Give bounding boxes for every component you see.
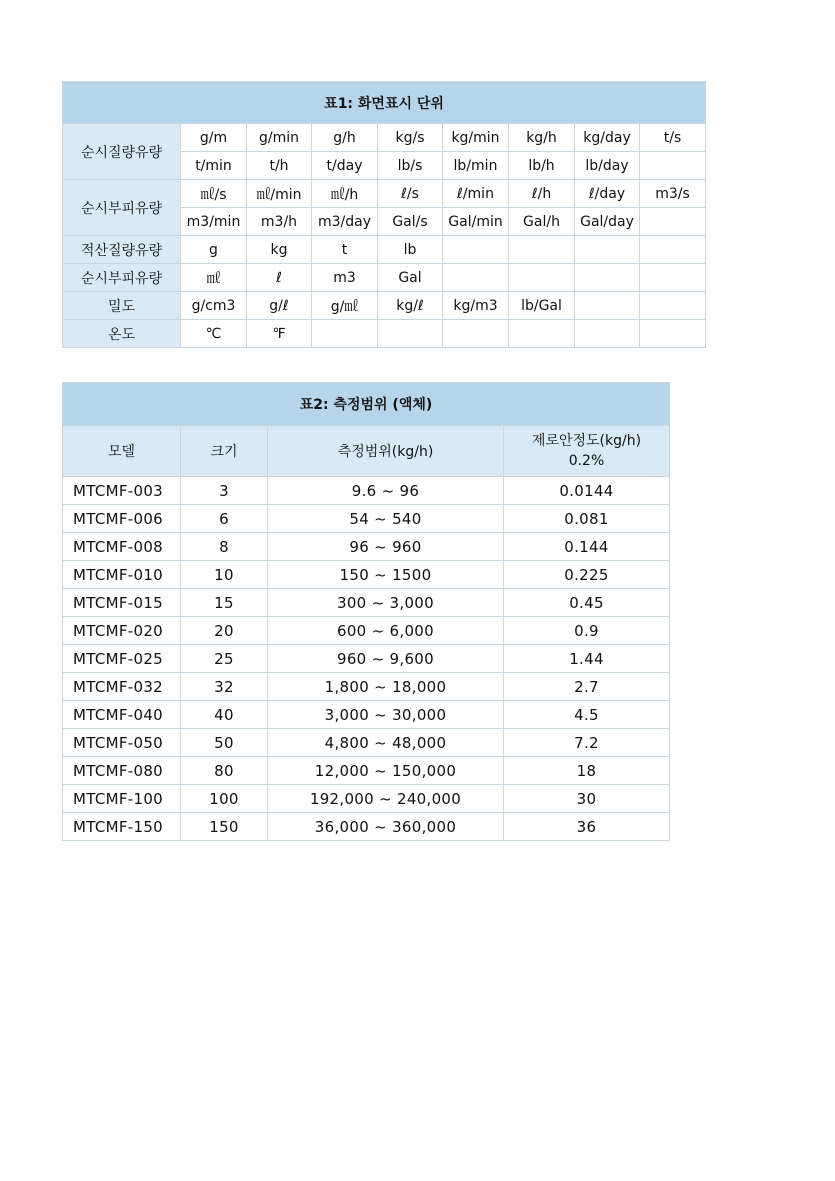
header-size: 크기 [181,426,268,477]
unit-cell: t [312,236,378,264]
cell-size: 8 [181,533,268,561]
cell-size: 100 [181,785,268,813]
cell-size: 40 [181,701,268,729]
cell-size: 3 [181,477,268,505]
unit-cell: g/min [247,124,312,152]
unit-cell [640,236,706,264]
cell-model: MTCMF-015 [63,589,181,617]
unit-cell [312,320,378,348]
cell-zero: 2.7 [504,673,670,701]
cell-zero: 30 [504,785,670,813]
unit-cell: lb/s [378,152,443,180]
cell-model: MTCMF-100 [63,785,181,813]
unit-cell: kg/s [378,124,443,152]
cell-zero: 0.144 [504,533,670,561]
unit-cell [575,292,640,320]
unit-cell [509,236,575,264]
unit-row-label: 온도 [63,320,181,348]
cell-size: 15 [181,589,268,617]
cell-range: 9.6 ~ 96 [268,477,504,505]
unit-row-label: 순시질량유량 [63,124,181,180]
unit-cell: lb/day [575,152,640,180]
cell-range: 3,000 ~ 30,000 [268,701,504,729]
unit-cell: Gal/min [443,208,509,236]
cell-zero: 0.9 [504,617,670,645]
cell-model: MTCMF-032 [63,673,181,701]
cell-zero: 36 [504,813,670,841]
unit-cell: lb/h [509,152,575,180]
cell-zero: 1.44 [504,645,670,673]
range-table [62,382,670,841]
unit-cell [378,320,443,348]
cell-model: MTCMF-150 [63,813,181,841]
unit-cell [575,236,640,264]
unit-cell [575,320,640,348]
unit-table [62,81,706,348]
cell-range: 36,000 ~ 360,000 [268,813,504,841]
unit-cell: g [181,236,247,264]
cell-range: 600 ~ 6,000 [268,617,504,645]
unit-row-label: 적산질량유량 [63,236,181,264]
header-model: 모델 [63,426,181,477]
unit-cell [640,152,706,180]
header-range: 측정범위(kg/h) [268,426,504,477]
cell-size: 6 [181,505,268,533]
unit-row [63,124,706,152]
cell-model: MTCMF-025 [63,645,181,673]
table-row [63,785,670,813]
cell-range: 4,800 ~ 48,000 [268,729,504,757]
unit-cell: ㎖/h [312,180,378,208]
cell-range: 12,000 ~ 150,000 [268,757,504,785]
cell-zero: 0.45 [504,589,670,617]
unit-cell: lb [378,236,443,264]
unit-cell: kg/day [575,124,640,152]
cell-model: MTCMF-006 [63,505,181,533]
table-row [63,533,670,561]
unit-row-label: 순시부피유량 [63,264,181,292]
cell-model: MTCMF-050 [63,729,181,757]
unit-cell: kg/m3 [443,292,509,320]
unit-row [63,292,706,320]
unit-cell: g/cm3 [181,292,247,320]
unit-cell: Gal/h [509,208,575,236]
unit-cell: m3/s [640,180,706,208]
unit-cell: g/m [181,124,247,152]
unit-cell: g/ℓ [247,292,312,320]
unit-cell: t/s [640,124,706,152]
table-row [63,813,670,841]
cell-zero: 4.5 [504,701,670,729]
unit-cell [443,264,509,292]
unit-cell: ℉ [247,320,312,348]
unit-cell: t/day [312,152,378,180]
unit-cell: ㎖ [181,264,247,292]
cell-model: MTCMF-003 [63,477,181,505]
unit-cell: m3 [312,264,378,292]
cell-zero: 18 [504,757,670,785]
table-row [63,701,670,729]
unit-cell: g/h [312,124,378,152]
unit-cell: ℓ/min [443,180,509,208]
table-row [63,757,670,785]
cell-zero: 0.0144 [504,477,670,505]
unit-cell: ℓ [247,264,312,292]
cell-range: 150 ~ 1500 [268,561,504,589]
header-zero-sub: 0.2% [568,453,605,469]
cell-range: 1,800 ~ 18,000 [268,673,504,701]
cell-zero: 0.225 [504,561,670,589]
unit-cell [443,320,509,348]
unit-row [63,264,706,292]
cell-size: 32 [181,673,268,701]
unit-cell: m3/h [247,208,312,236]
unit-row-label: 순시부피유량 [63,180,181,236]
unit-cell: m3/min [181,208,247,236]
table-row [63,617,670,645]
unit-cell: t/min [181,152,247,180]
cell-zero: 7.2 [504,729,670,757]
header-zero-label: 제로안정도(kg/h) [531,433,642,449]
unit-table-title: 표1: 화면표시 단위 [63,82,706,124]
table-row [63,505,670,533]
cell-range: 54 ~ 540 [268,505,504,533]
table-row [63,561,670,589]
table-row [63,729,670,757]
unit-row-label: 밀도 [63,292,181,320]
unit-cell [640,208,706,236]
unit-row [63,320,706,348]
cell-size: 20 [181,617,268,645]
cell-model: MTCMF-020 [63,617,181,645]
cell-size: 80 [181,757,268,785]
unit-cell: kg/ℓ [378,292,443,320]
cell-size: 10 [181,561,268,589]
unit-cell: kg [247,236,312,264]
unit-cell: ℓ/h [509,180,575,208]
unit-cell [640,320,706,348]
table-row [63,673,670,701]
unit-cell: kg/min [443,124,509,152]
cell-size: 150 [181,813,268,841]
table-row [63,645,670,673]
unit-cell: t/h [247,152,312,180]
range-table-title: 표2: 측정범위 (액체) [63,383,670,426]
unit-cell: ℃ [181,320,247,348]
unit-cell: ℓ/s [378,180,443,208]
unit-cell: lb/Gal [509,292,575,320]
cell-model: MTCMF-080 [63,757,181,785]
cell-model: MTCMF-010 [63,561,181,589]
cell-size: 50 [181,729,268,757]
unit-cell [640,264,706,292]
cell-range: 960 ~ 9,600 [268,645,504,673]
cell-zero: 0.081 [504,505,670,533]
unit-cell [509,264,575,292]
unit-cell [640,292,706,320]
cell-model: MTCMF-008 [63,533,181,561]
unit-cell: Gal [378,264,443,292]
cell-range: 300 ~ 3,000 [268,589,504,617]
cell-range: 192,000 ~ 240,000 [268,785,504,813]
unit-cell: g/㎖ [312,292,378,320]
unit-cell: Gal/day [575,208,640,236]
unit-cell [509,320,575,348]
unit-cell [443,236,509,264]
unit-row [63,180,706,208]
unit-cell: ㎖/min [247,180,312,208]
header-zero-stability [504,426,670,477]
unit-cell: lb/min [443,152,509,180]
unit-cell: Gal/s [378,208,443,236]
cell-model: MTCMF-040 [63,701,181,729]
unit-cell: ㎖/s [181,180,247,208]
unit-cell: ℓ/day [575,180,640,208]
unit-row [63,236,706,264]
cell-range: 96 ~ 960 [268,533,504,561]
unit-cell: m3/day [312,208,378,236]
unit-cell [575,264,640,292]
table-row [63,589,670,617]
unit-cell: kg/h [509,124,575,152]
range-table-header [63,426,670,477]
table-row [63,477,670,505]
cell-size: 25 [181,645,268,673]
